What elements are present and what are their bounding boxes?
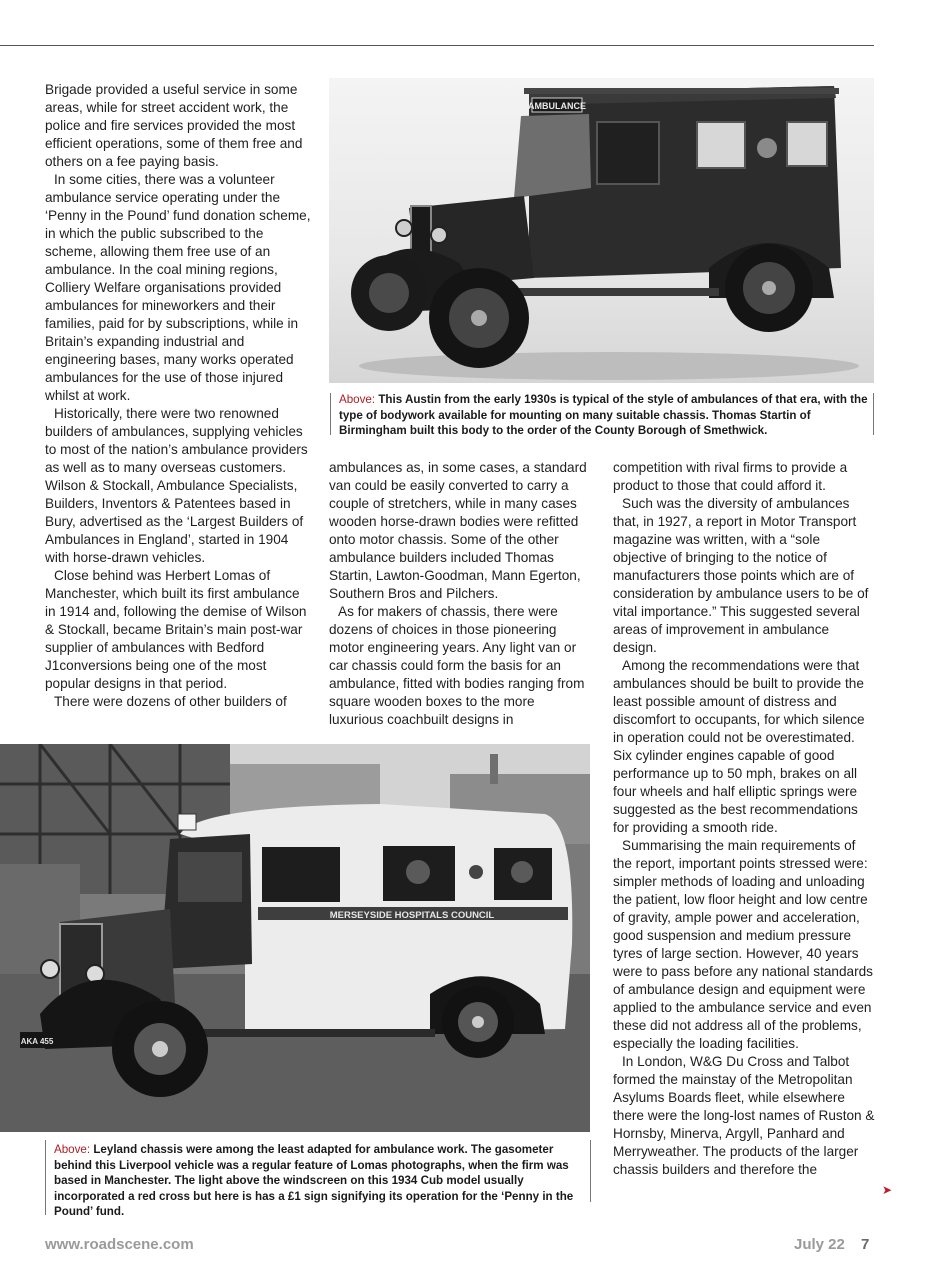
paragraph: Among the recommendations were that ambulances should be built to provide the least possible amount of distress and discomfort to occupants, for which silence in operation could not be overestimated. Six cylinder engines capable of good performance up to 50 mph, brakes on all four wheels and half elliptic springs were suggested as the best recommendations for providing a smooth ride. [613, 658, 865, 835]
header-rule [0, 45, 874, 46]
ambulance-sign: AMBULANCE [528, 101, 586, 111]
austin-ambulance-photo [329, 78, 874, 383]
caption-lead: Above: [339, 393, 376, 406]
text-column-3 [613, 459, 875, 1179]
text-column-2 [329, 459, 591, 729]
paragraph: Close behind was Herbert Lomas of Manchester, which built its first ambulance in 1914 and, following the demise of Wilson & Stockall, became Britain’s main post-war supplier of ambulances with Bedford J1conversions being one of the most popular designs in that period. [45, 568, 307, 691]
paragraph: competition with rival firms to provide a product to those that could afford it. [613, 460, 848, 493]
paragraph: There were dozens of other builders of [54, 694, 287, 709]
merseyside-side-text: MERSEYSIDE HOSPITALS COUNCIL [329, 910, 495, 921]
caption-lead: Above: [54, 1143, 91, 1156]
paragraph: As for makers of chassis, there were dozens of choices in those pioneering motor engineering years. Any light van or car chassis could form the basis for an ambulance, fitted with bodies ranging from square wooden boxes to the more luxurious coachbuilt designs in [329, 604, 585, 727]
footer-issue-date: July 22 [794, 1236, 845, 1253]
paragraph: Brigade provided a useful service in some areas, while for street accident work, the police and fire services provided the most efficient operations, some of them free and others on a fee paying basis. [45, 82, 303, 169]
caption-top [339, 392, 879, 439]
text-column-1 [45, 81, 311, 711]
paragraph: In London, W&G Du Cross and Talbot formed the mainstay of the Metropolitan Asylums Boards fleet, while elsewhere there were the long-lost names of Ruston & Hornsby, Minerva, Argyll, Panhard and Merryweather. The products of the larger chassis builders and therefore the [613, 1054, 875, 1177]
caption-rule [45, 1140, 46, 1215]
paragraph: ambulances as, in some cases, a standard van could be easily converted to carry a couple of stretchers, while in many cases wooden horse-drawn bodies were refitted onto motor chassis. Some of the other ambulance builders included Thomas Startin, Lawton-Goodman, Mann Egerton, Southern Bros and Pilchers. [329, 460, 587, 601]
leyland-ambulance-photo [0, 744, 590, 1132]
arrow-right-icon: ➤ [882, 1183, 893, 1197]
paragraph: In some cities, there was a volunteer ambulance service operating under the ‘Penny in the Pound’ fund donation scheme, in which the public subscribed to the scheme, allowing them free use of an ambulance. In the coal mining regions, Colliery Welfare organisations provided ambulances for mineworkers and their families, paid for by subscriptions, while in Britain’s expanding industrial and engineering bases, many works operated ambulances for the use of those injured whilst at work. [45, 172, 311, 403]
caption-text: Leyland chassis were among the least adapted for ambulance work. The gasometer behind this Liverpool vehicle was a regular feature of Lomas photographs, when the firm was based in Manchester. The light above the windscreen on this 1934 Cub model usually incorporated a red cross but here is has a £1 sign signifying its operation for the ‘Penny in the Pound’ fund. [54, 1143, 574, 1218]
paragraph: Such was the diversity of ambulances that, in 1927, a report in Motor Transport magazine was written, with a “sole objective of bringing to the notice of manufacturers those points which are of consideration by ambulance users to be of vital importance.” This suggested several areas of improvement in ambulance design. [613, 496, 869, 655]
caption-text: This Austin from the early 1930s is typical of the style of ambulances of that era, with the type of bodywork available for mounting on many suitable chassis. Thomas Startin of Birmingham built this body to the order of the County Borough of Smethwick. [339, 393, 868, 437]
caption-rule [590, 1140, 591, 1202]
page-number: 7 [861, 1236, 870, 1253]
paragraph: Historically, there were two renowned builders of ambulances, supplying vehicles to most of the nation’s ambulance providers as well as to many overseas customers. Wilson & Stockall, Ambulance Specialists, Builders, Inventors & Patentees based in Bury, advertised as the ‘Largest Builders of Ambulances in England’, started in 1904 with horse-drawn vehicles. [45, 406, 308, 565]
paragraph: Summarising the main requirements of the report, important points stressed were: simpler methods of loading and unloading the patient, low floor height and low centre of gravity, ample power and acceleration, good suspension and medium pressure tyres of large section. However, 40 years were to pass before any national standards of ambulance design and equipment were applied to the ambulance service and even these did not address all of the problems, especially the loading facilities. [613, 838, 873, 1051]
number-plate: AKA 455 [20, 1037, 54, 1046]
caption-rule [330, 393, 331, 435]
caption-bottom [54, 1142, 584, 1220]
footer-website[interactable]: www.roadscene.com [45, 1236, 194, 1253]
